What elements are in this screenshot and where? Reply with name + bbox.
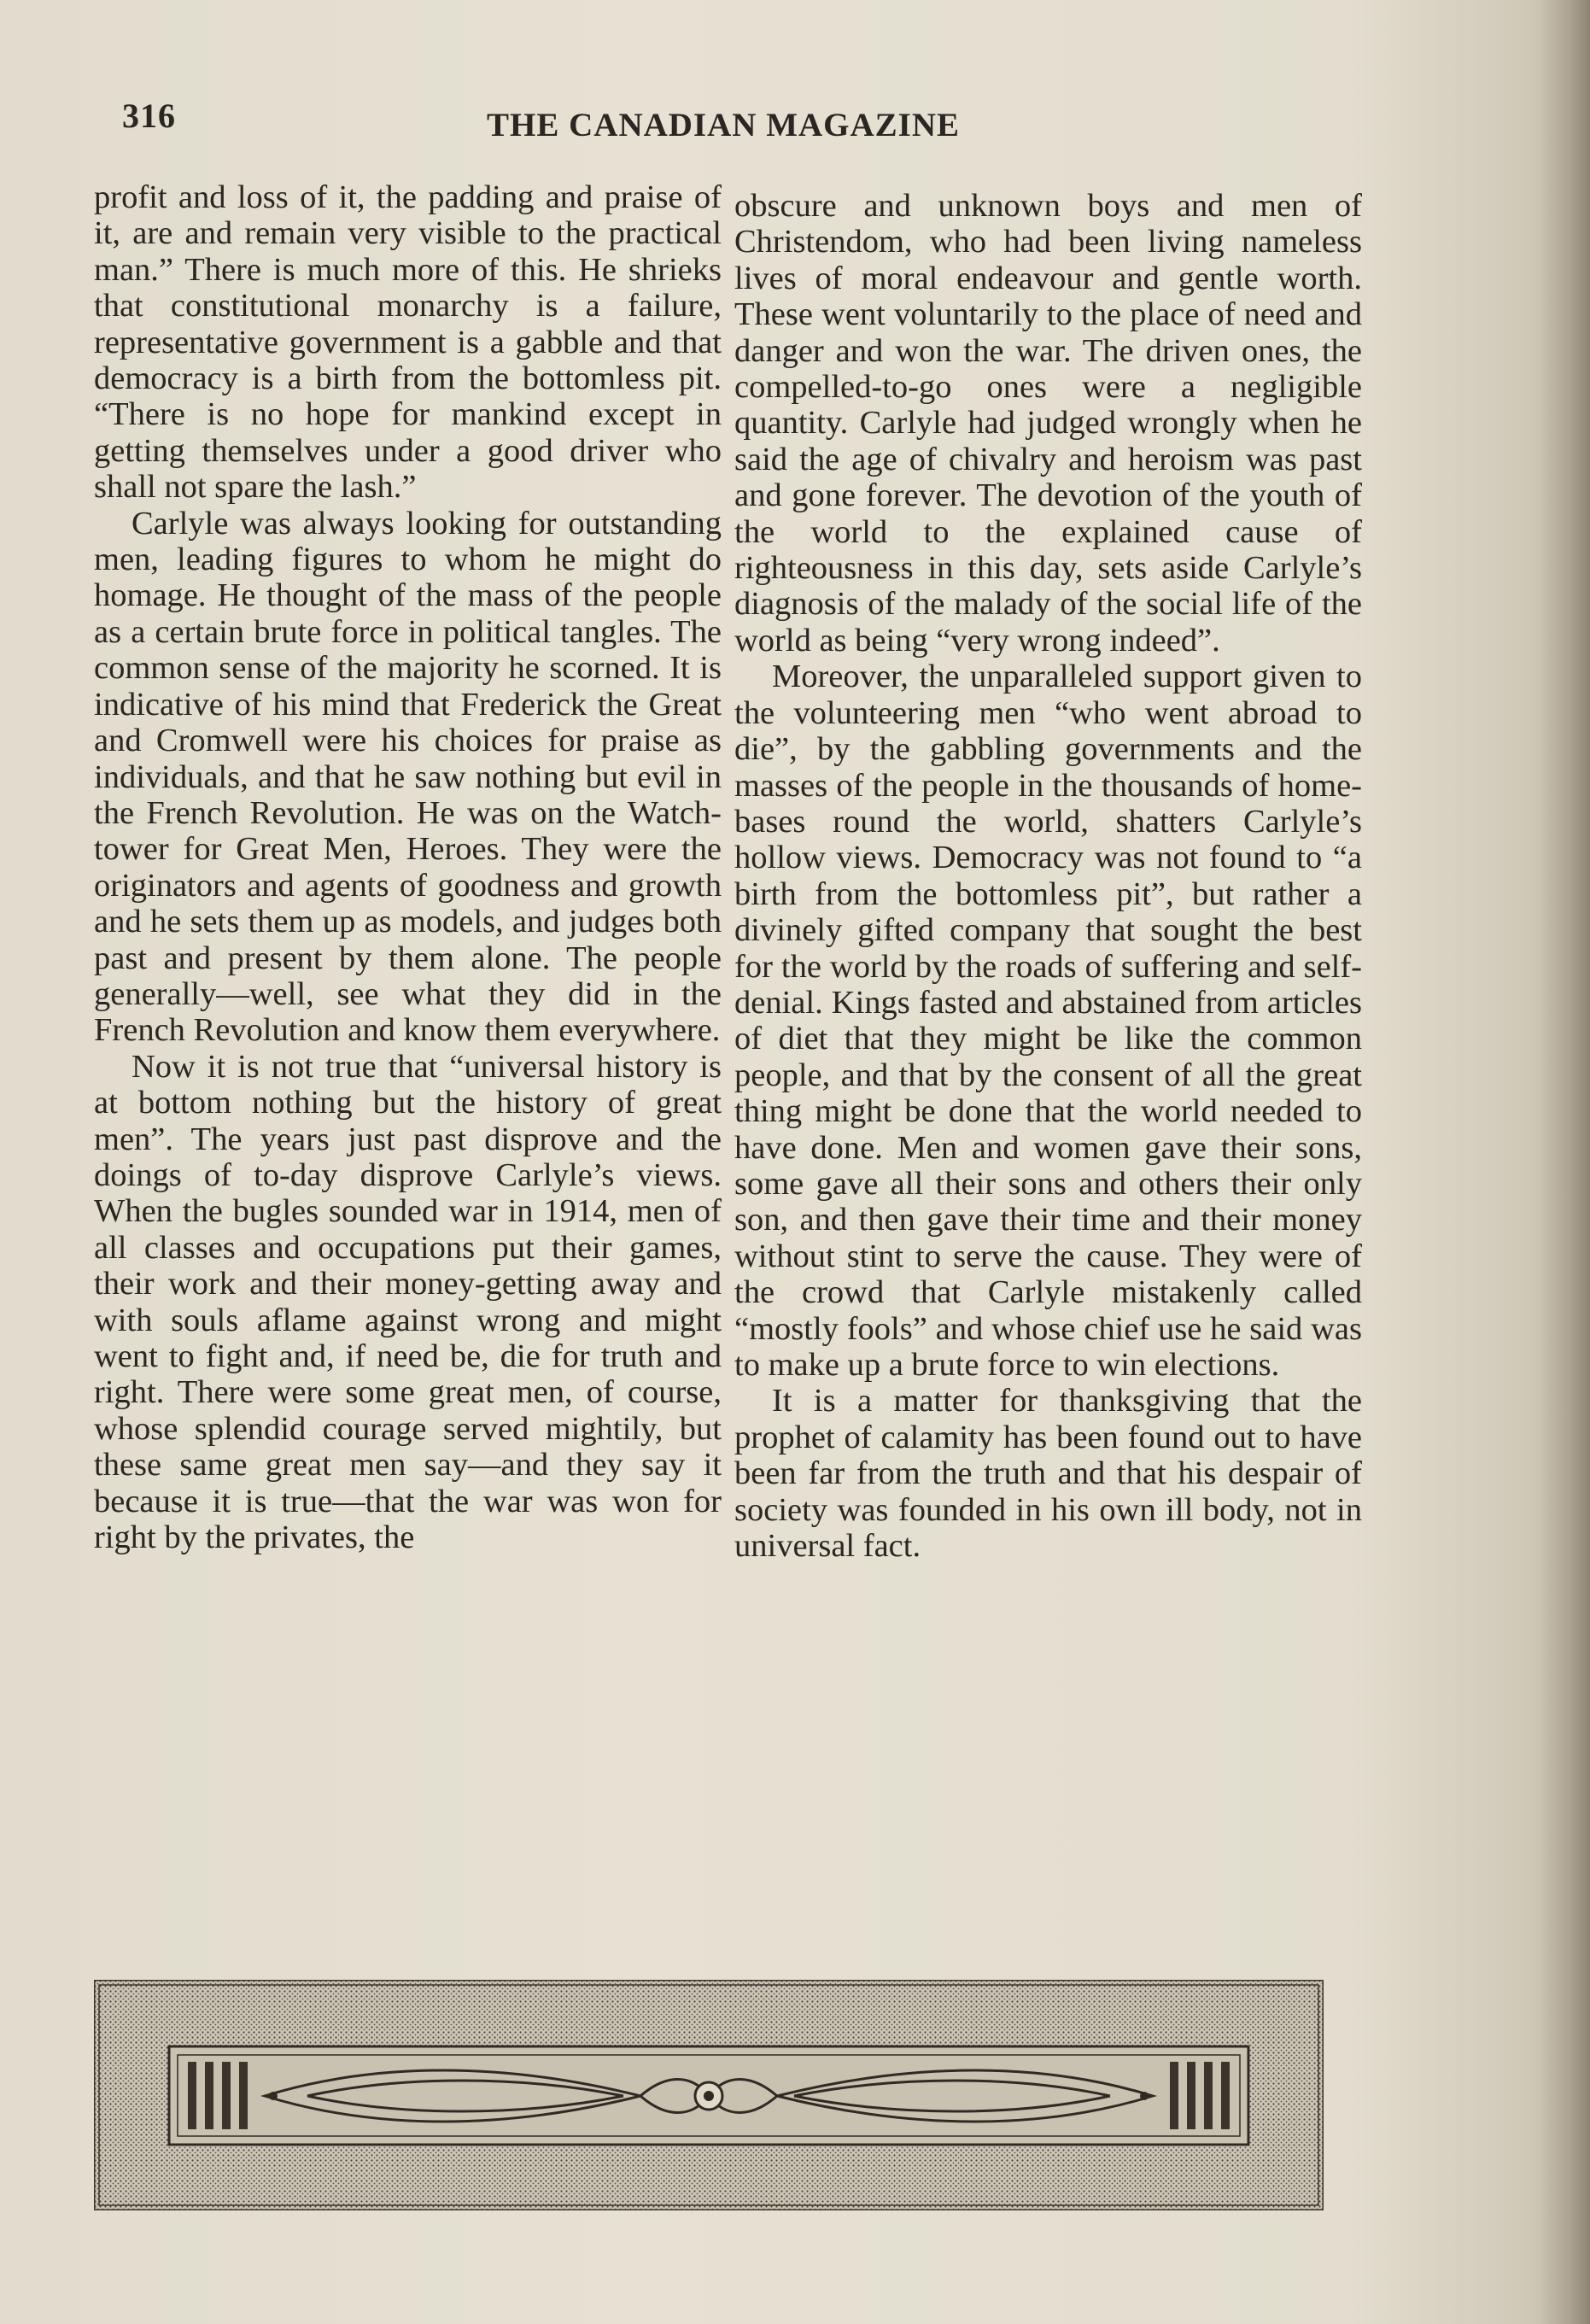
right-column xyxy=(734,188,1362,1564)
engraved-scroll-tailpiece-icon xyxy=(94,1980,1324,2210)
paragraph: Moreover, the unparalleled support given to the volunteering men “who went abroad to die”, by the gabbling governments and the masses of the people in the thousands of home-bases round the world, shatters Carlyle’s hollow views. Democracy was not found to “a birth from the bottomless pit”, but rather a divinely gifted company that sought the best for the world by the roads of suffering and self-denial. Kings fasted and abstained from articles of diet that they might be like the common people, and that by the consent of all the great thing might be done that the world needed to have done. Men and women gave their sons, some gave all their sons and others their only son, and then gave their time and their money without stint to serve the cause. They were of the crowd that Carlyle mistakenly called “mostly fools” and whose chief use he said was to make up a brute force to win elections. xyxy=(734,659,1362,1383)
left-column xyxy=(94,179,722,1555)
running-title: THE CANADIAN MAGAZINE xyxy=(487,107,961,143)
paragraph: obscure and unknown boys and men of Christendom, who had been living nameless lives of moral endeavour and gentle worth. These went voluntarily to the place of need and danger and won the war. The driven ones, the compelled-to-go ones were a negligible quantity. Carlyle had judged wrongly when he said the age of chivalry and heroism was past and gone forever. The devotion of the youth of the world to the explained cause of righteousness in this day, sets aside Carlyle’s diagnosis of the malady of the social life of the world as being “very wrong indeed”. xyxy=(734,188,1362,659)
binding-shadow xyxy=(1539,0,1590,2324)
paragraph: Carlyle was always looking for outstanding men, leading figures to whom he might do homage. He thought of the mass of the people as a certain brute force in political tangles. The common sense of the majority he scorned. It is indicative of his mind that Frederick the Great and Cromwell were his choices for praise as individuals, and that he saw nothing but evil in the French Revolution. He was on the Watch-tower for Great Men, Heroes. They were the originators and agents of goodness and growth and he sets them up as models, and judges both past and present by them alone. The people generally—well, see what they did in the French Revolution and know them everywhere. xyxy=(94,505,722,1049)
paragraph: It is a matter for thanksgiving that the prophet of calamity has been found out to have been far from the truth and that his despair of society was founded in his own ill body, not in universal fact. xyxy=(734,1383,1362,1565)
page-number: 316 xyxy=(122,97,176,135)
paragraph: Now it is not true that “universal history is at bottom nothing but the history of great men”. The years just past disprove and the doings of to-day disprove Carlyle’s views. When the bugles sounded war in 1914, men of all classes and occupations put their games, their work and their money-getting away and with souls aflame against wrong and might went to fight and, if need be, die for truth and right. There were some great men, of course, whose splendid courage served mightily, but these same great men say—and they say it because it is true—that the war was won for right by the privates, the xyxy=(94,1048,722,1556)
paragraph: profit and loss of it, the padding and praise of it, are and remain very visible to the practical man.” There is much more of this. He shrieks that constitutional monarchy is a failure, representative government is a gabble and that democracy is a birth from the bottomless pit. “There is no hope for mankind except in getting themselves under a good driver who shall not spare the lash.” xyxy=(94,179,722,506)
